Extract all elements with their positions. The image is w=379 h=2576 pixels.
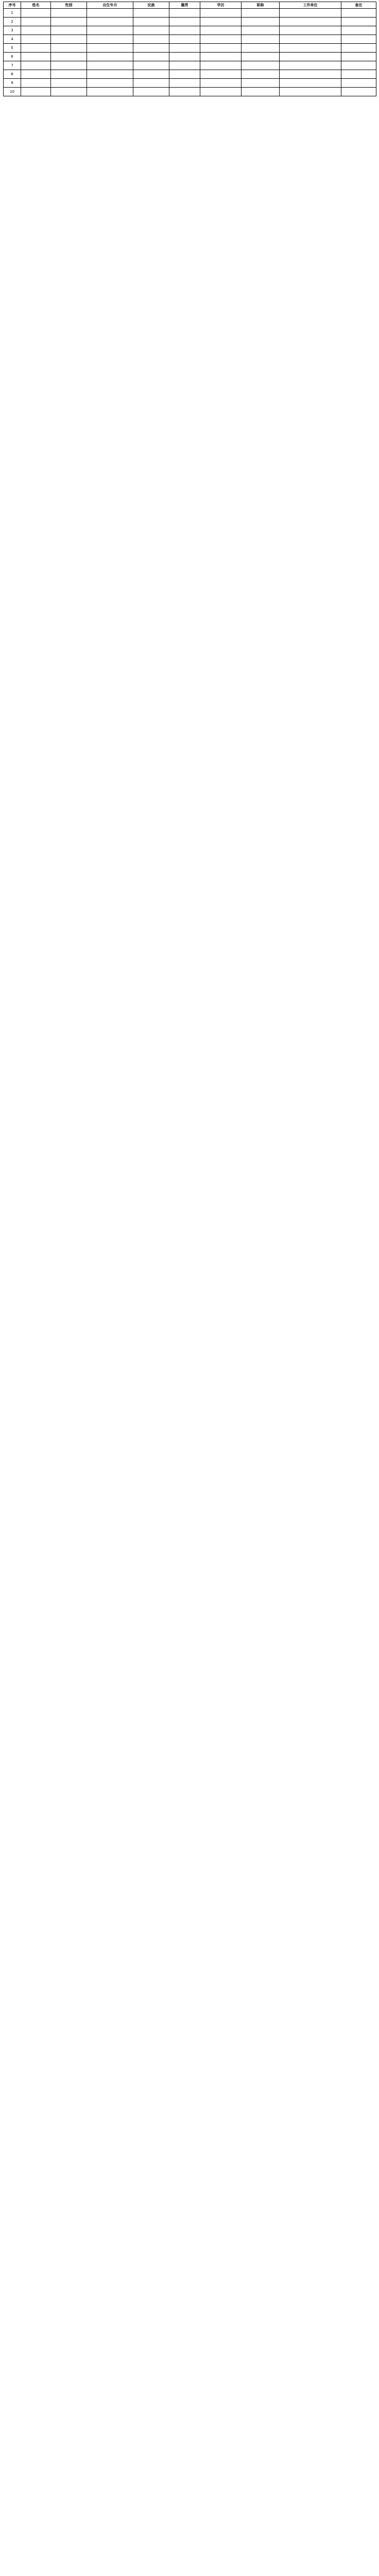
table-cell (51, 44, 87, 53)
table-cell (341, 70, 376, 79)
table-cell (87, 9, 133, 18)
row-number: 7 (4, 61, 21, 70)
column-header: 民族 (133, 2, 169, 9)
column-header: 职称 (242, 2, 280, 9)
table-cell (169, 9, 200, 18)
table-cell (169, 79, 200, 88)
table-cell (200, 88, 242, 96)
table-cell (87, 79, 133, 88)
table-cell (133, 79, 169, 88)
table-cell (200, 61, 242, 70)
table-cell (200, 53, 242, 61)
table-cell (87, 88, 133, 96)
table-cell (341, 61, 376, 70)
table-cell (242, 35, 280, 44)
table-cell (51, 26, 87, 35)
table-cell (169, 35, 200, 44)
roster-table (3, 2, 376, 96)
table-cell (200, 79, 242, 88)
table-cell (341, 44, 376, 53)
row-number: 1 (4, 9, 21, 18)
table-cell (133, 44, 169, 53)
table-cell (200, 18, 242, 26)
table-cell (341, 18, 376, 26)
row-number: 5 (4, 44, 21, 53)
table-row (4, 53, 376, 61)
table-cell (21, 70, 51, 79)
table-cell (169, 26, 200, 35)
table-cell (51, 88, 87, 96)
table-cell (87, 61, 133, 70)
table-cell (169, 88, 200, 96)
table-cell (133, 70, 169, 79)
table-row (4, 9, 376, 18)
table-row (4, 61, 376, 70)
table-cell (280, 18, 341, 26)
table-cell (51, 70, 87, 79)
table-cell (51, 35, 87, 44)
table-cell (51, 53, 87, 61)
table-row (4, 44, 376, 53)
column-header: 序号 (4, 2, 21, 9)
table-cell (169, 61, 200, 70)
table-cell (242, 61, 280, 70)
table-row (4, 18, 376, 26)
table-cell (242, 26, 280, 35)
table-cell (280, 70, 341, 79)
table-cell (200, 35, 242, 44)
row-number: 4 (4, 35, 21, 44)
table-cell (242, 18, 280, 26)
table-cell (242, 44, 280, 53)
table-cell (280, 53, 341, 61)
table-cell (133, 26, 169, 35)
table-cell (133, 53, 169, 61)
table-cell (242, 79, 280, 88)
table-cell (200, 9, 242, 18)
table-cell (242, 53, 280, 61)
table-cell (341, 53, 376, 61)
table-cell (51, 61, 87, 70)
row-number: 2 (4, 18, 21, 26)
table-cell (133, 61, 169, 70)
row-number: 10 (4, 88, 21, 96)
table-cell (341, 35, 376, 44)
table-cell (51, 79, 87, 88)
column-header: 姓名 (21, 2, 51, 9)
table-cell (133, 9, 169, 18)
table-cell (280, 79, 341, 88)
table-cell (87, 18, 133, 26)
column-header: 性别 (51, 2, 87, 9)
table-row (4, 79, 376, 88)
table-cell (21, 61, 51, 70)
table-cell (280, 9, 341, 18)
table-cell (280, 61, 341, 70)
table-cell (169, 18, 200, 26)
table-cell (21, 9, 51, 18)
table-cell (169, 70, 200, 79)
table-cell (87, 35, 133, 44)
table-cell (341, 26, 376, 35)
column-header: 备注 (341, 2, 376, 9)
table-cell (280, 88, 341, 96)
table-cell (242, 70, 280, 79)
table-cell (21, 26, 51, 35)
table-cell (21, 53, 51, 61)
table-cell (341, 88, 376, 96)
table-cell (21, 88, 51, 96)
table-cell (21, 44, 51, 53)
column-header: 工作单位 (280, 2, 341, 9)
table-cell (87, 53, 133, 61)
row-number: 6 (4, 53, 21, 61)
table-cell (341, 9, 376, 18)
table-cell (200, 26, 242, 35)
table-cell (51, 9, 87, 18)
table-cell (133, 35, 169, 44)
table-row (4, 26, 376, 35)
table-row (4, 70, 376, 79)
table-cell (200, 44, 242, 53)
table-cell (169, 53, 200, 61)
table-cell (200, 70, 242, 79)
row-number: 3 (4, 26, 21, 35)
table-cell (280, 35, 341, 44)
column-header: 出生年月 (87, 2, 133, 9)
table-cell (133, 88, 169, 96)
table-cell (21, 79, 51, 88)
table-cell (87, 26, 133, 35)
table-cell (280, 44, 341, 53)
table-cell (51, 18, 87, 26)
table-cell (21, 18, 51, 26)
table-cell (341, 79, 376, 88)
row-number: 8 (4, 70, 21, 79)
table-cell (21, 35, 51, 44)
table-cell (133, 18, 169, 26)
table-cell (169, 44, 200, 53)
table-row (4, 35, 376, 44)
table-row (4, 88, 376, 96)
column-header: 籍贯 (169, 2, 200, 9)
row-number: 9 (4, 79, 21, 88)
table-body (4, 9, 376, 96)
table-cell (87, 44, 133, 53)
table-cell (242, 88, 280, 96)
column-header: 学历 (200, 2, 242, 9)
table-cell (242, 9, 280, 18)
table-cell (87, 70, 133, 79)
table-header-row (4, 2, 376, 9)
table-cell (280, 26, 341, 35)
